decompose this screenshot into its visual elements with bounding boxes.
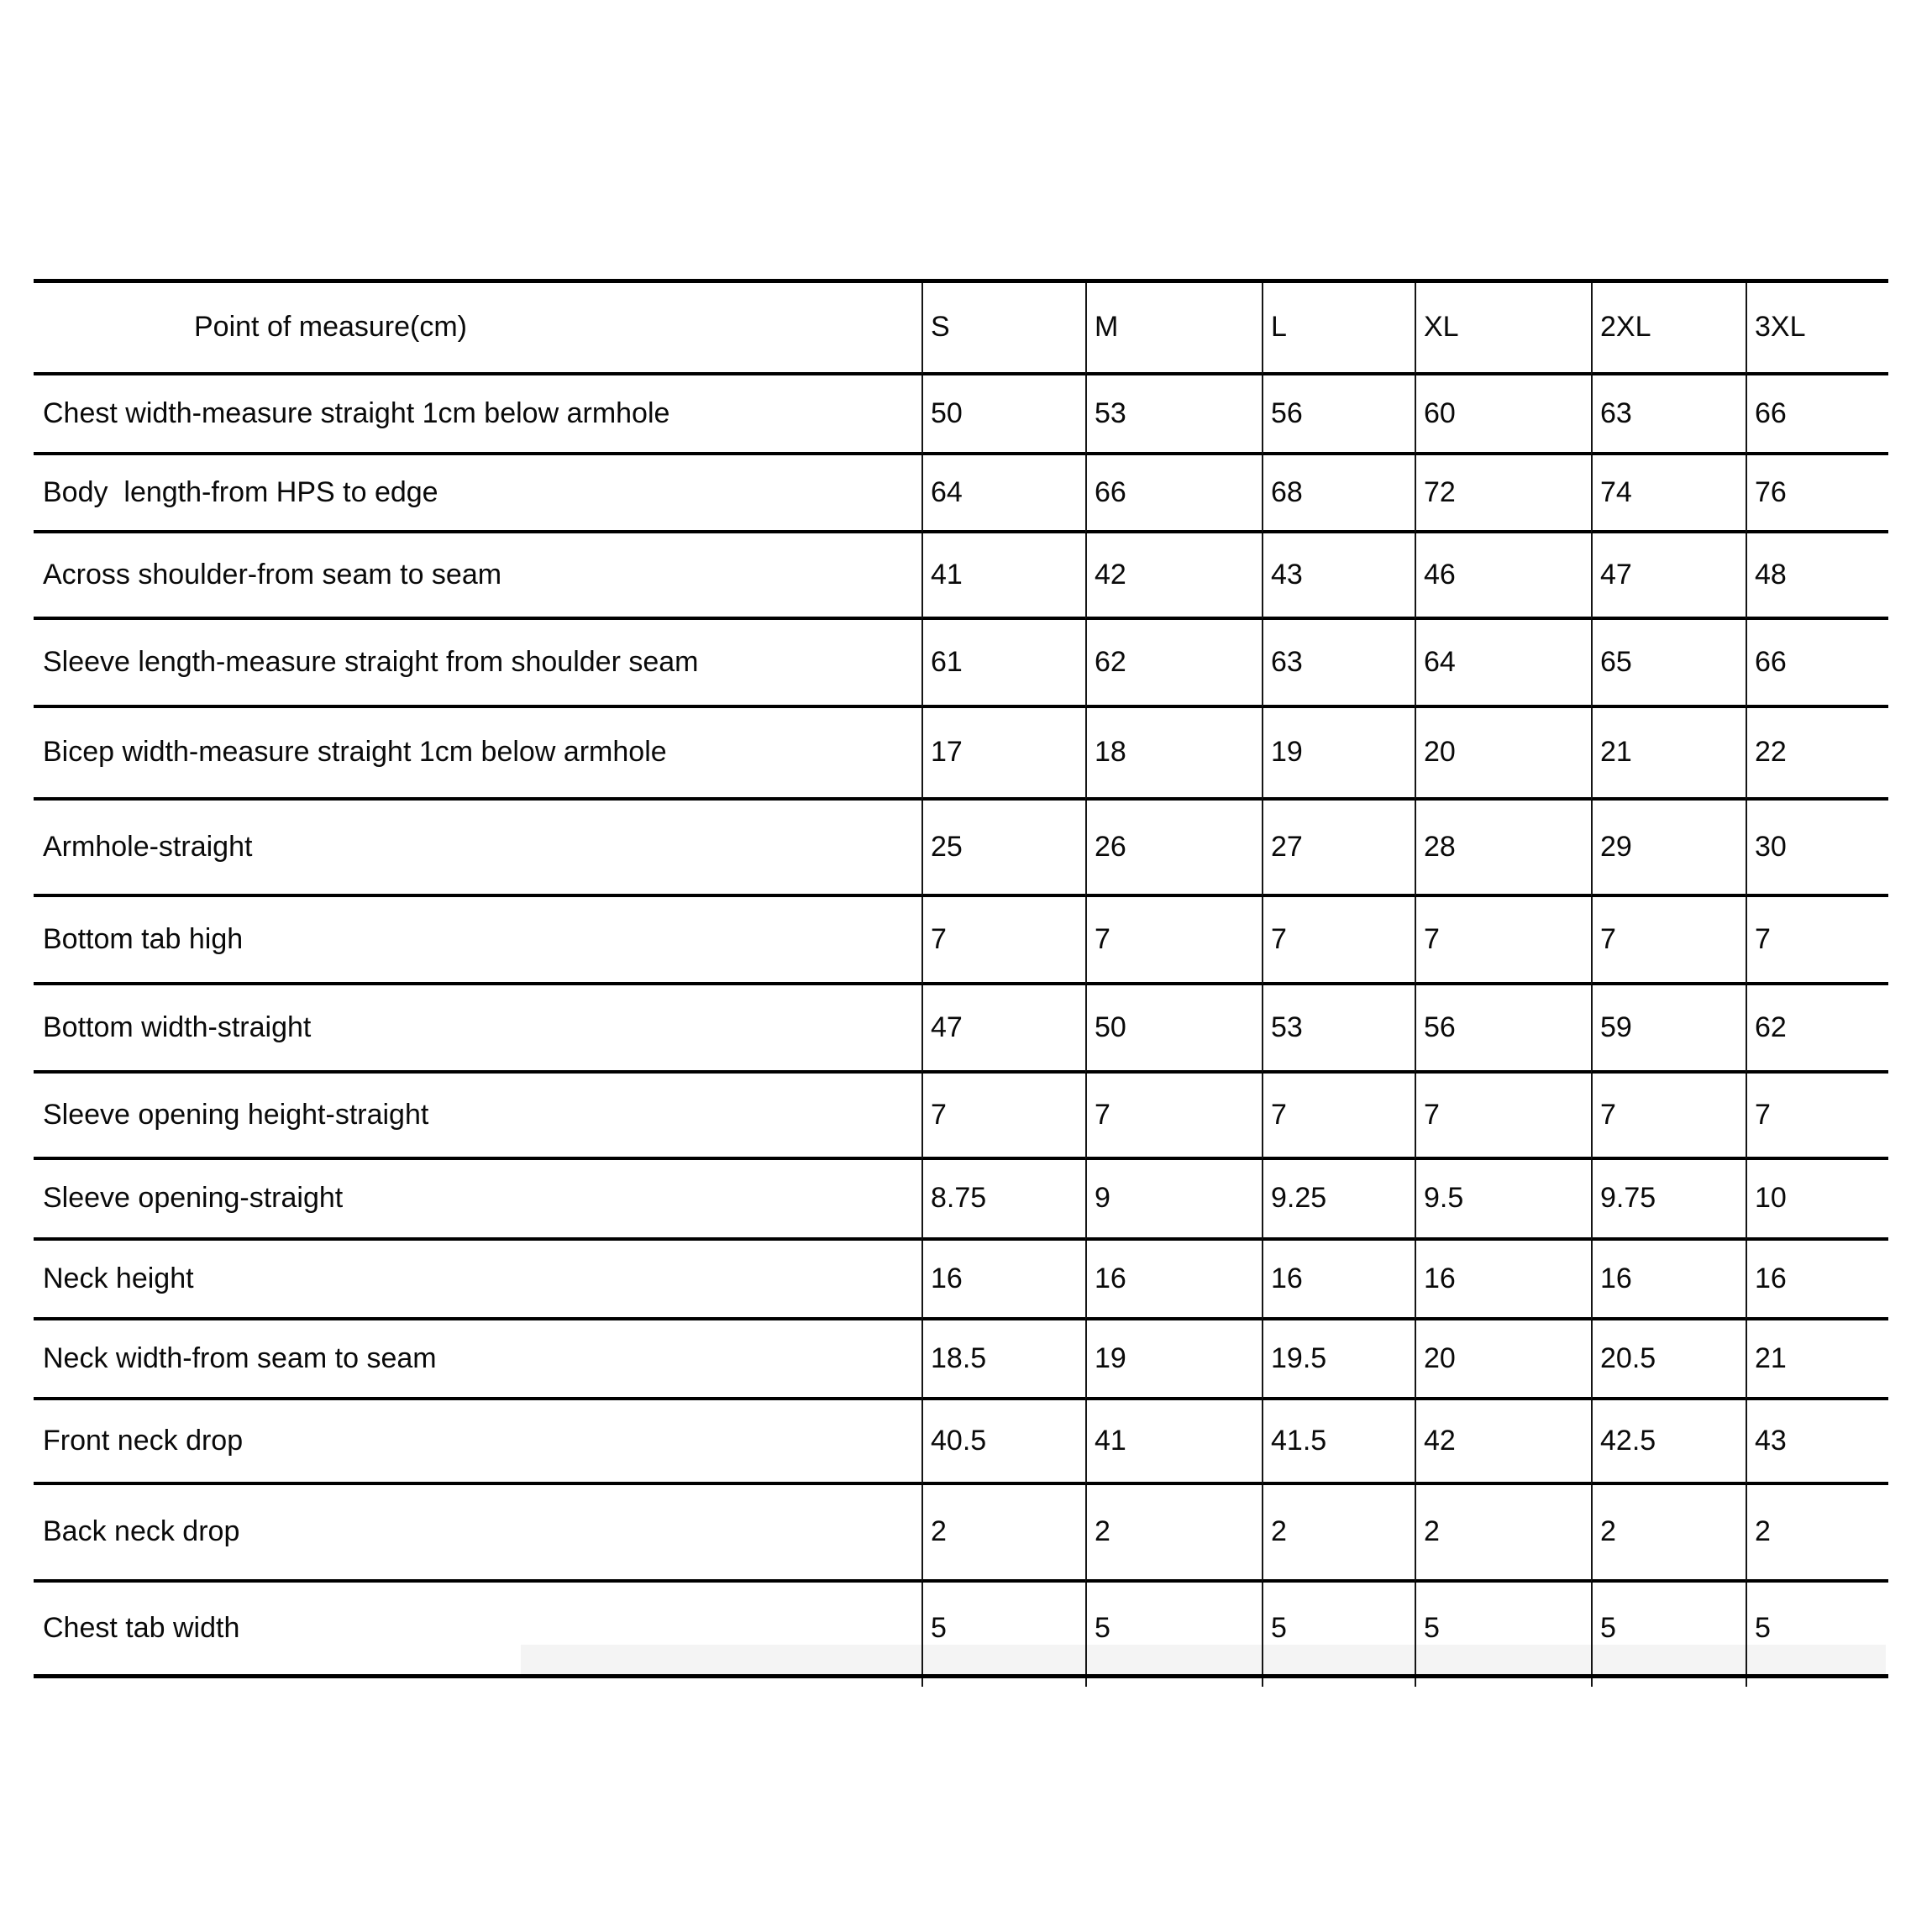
- column-rule-stub: [1746, 1678, 1747, 1687]
- value-cell: 53: [1085, 375, 1262, 455]
- value-cell: 5: [1085, 1583, 1262, 1674]
- value-cell: 47: [921, 985, 1085, 1074]
- value-cell: 19.5: [1262, 1320, 1415, 1400]
- value-cell: 43: [1746, 1400, 1888, 1485]
- value-cell: 7: [921, 897, 1085, 985]
- row-label: Front neck drop: [34, 1400, 921, 1485]
- value-cell: 63: [1262, 620, 1415, 708]
- value-cell: 76: [1746, 455, 1888, 533]
- value-cell: 7: [1591, 1074, 1746, 1160]
- value-cell: 5: [1746, 1583, 1888, 1674]
- header-size-xl: XL: [1415, 283, 1591, 375]
- value-cell: 62: [1085, 620, 1262, 708]
- column-rule-stub: [1591, 1678, 1593, 1687]
- value-cell: 16: [1746, 1241, 1888, 1320]
- value-cell: 2: [1746, 1485, 1888, 1583]
- row-label: Bottom tab high: [34, 897, 921, 985]
- header-size-l: L: [1262, 283, 1415, 375]
- value-cell: 7: [1591, 897, 1746, 985]
- value-cell: 65: [1591, 620, 1746, 708]
- value-cell: 30: [1746, 801, 1888, 897]
- value-cell: 2: [1591, 1485, 1746, 1583]
- value-cell: 9.75: [1591, 1160, 1746, 1241]
- value-cell: 9: [1085, 1160, 1262, 1241]
- size-chart-table: [34, 279, 1888, 1678]
- column-rule-stub: [921, 1678, 923, 1687]
- row-label: Across shoulder-from seam to seam: [34, 533, 921, 620]
- row-label: Sleeve length-measure straight from shoulder seam: [34, 620, 921, 708]
- value-cell: 16: [1085, 1241, 1262, 1320]
- value-cell: 8.75: [921, 1160, 1085, 1241]
- value-cell: 56: [1415, 985, 1591, 1074]
- row-label: Neck width-from seam to seam: [34, 1320, 921, 1400]
- value-cell: 16: [1591, 1241, 1746, 1320]
- value-cell: 9.5: [1415, 1160, 1591, 1241]
- row-label: Body length-from HPS to edge: [34, 455, 921, 533]
- value-cell: 42: [1415, 1400, 1591, 1485]
- row-label: Back neck drop: [34, 1485, 921, 1583]
- value-cell: 53: [1262, 985, 1415, 1074]
- value-cell: 48: [1746, 533, 1888, 620]
- value-cell: 26: [1085, 801, 1262, 897]
- value-cell: 16: [1262, 1241, 1415, 1320]
- value-cell: 60: [1415, 375, 1591, 455]
- column-rule-stub: [1085, 1678, 1087, 1687]
- row-label: Armhole-straight: [34, 801, 921, 897]
- value-cell: 7: [1085, 897, 1262, 985]
- value-cell: 66: [1746, 620, 1888, 708]
- value-cell: 18.5: [921, 1320, 1085, 1400]
- row-label: Sleeve opening height-straight: [34, 1074, 921, 1160]
- value-cell: 21: [1591, 708, 1746, 801]
- value-cell: 22: [1746, 708, 1888, 801]
- value-cell: 28: [1415, 801, 1591, 897]
- value-cell: 2: [1415, 1485, 1591, 1583]
- value-cell: 7: [1085, 1074, 1262, 1160]
- value-cell: 20: [1415, 1320, 1591, 1400]
- value-cell: 7: [1746, 897, 1888, 985]
- value-cell: 19: [1262, 708, 1415, 801]
- value-cell: 41.5: [1262, 1400, 1415, 1485]
- header-size-m: M: [1085, 283, 1262, 375]
- header-size-s: S: [921, 283, 1085, 375]
- value-cell: 16: [921, 1241, 1085, 1320]
- value-cell: 5: [921, 1583, 1085, 1674]
- value-cell: 46: [1415, 533, 1591, 620]
- row-label: Bottom width-straight: [34, 985, 921, 1074]
- value-cell: 68: [1262, 455, 1415, 533]
- value-cell: 10: [1746, 1160, 1888, 1241]
- value-cell: 74: [1591, 455, 1746, 533]
- column-rule-stub: [1262, 1678, 1263, 1687]
- value-cell: 20: [1415, 708, 1591, 801]
- value-cell: 50: [921, 375, 1085, 455]
- value-cell: 29: [1591, 801, 1746, 897]
- header-size-3xl: 3XL: [1746, 283, 1888, 375]
- value-cell: 61: [921, 620, 1085, 708]
- column-rule-stub: [1415, 1678, 1416, 1687]
- value-cell: 21: [1746, 1320, 1888, 1400]
- value-cell: 18: [1085, 708, 1262, 801]
- header-size-2xl: 2XL: [1591, 283, 1746, 375]
- value-cell: 47: [1591, 533, 1746, 620]
- value-cell: 19: [1085, 1320, 1262, 1400]
- value-cell: 42: [1085, 533, 1262, 620]
- value-cell: 62: [1746, 985, 1888, 1074]
- value-cell: 72: [1415, 455, 1591, 533]
- value-cell: 2: [1085, 1485, 1262, 1583]
- header-measure-label: Point of measure(cm): [34, 283, 921, 375]
- value-cell: 7: [921, 1074, 1085, 1160]
- value-cell: 40.5: [921, 1400, 1085, 1485]
- row-label: Sleeve opening-straight: [34, 1160, 921, 1241]
- value-cell: 64: [1415, 620, 1591, 708]
- value-cell: 7: [1415, 1074, 1591, 1160]
- value-cell: 59: [1591, 985, 1746, 1074]
- value-cell: 20.5: [1591, 1320, 1746, 1400]
- value-cell: 43: [1262, 533, 1415, 620]
- value-cell: 50: [1085, 985, 1262, 1074]
- value-cell: 16: [1415, 1241, 1591, 1320]
- value-cell: 17: [921, 708, 1085, 801]
- value-cell: 66: [1746, 375, 1888, 455]
- value-cell: 9.25: [1262, 1160, 1415, 1241]
- value-cell: 42.5: [1591, 1400, 1746, 1485]
- value-cell: 56: [1262, 375, 1415, 455]
- value-cell: 5: [1591, 1583, 1746, 1674]
- row-label: Bicep width-measure straight 1cm below armhole: [34, 708, 921, 801]
- value-cell: 2: [1262, 1485, 1415, 1583]
- value-cell: 7: [1415, 897, 1591, 985]
- value-cell: 7: [1746, 1074, 1888, 1160]
- value-cell: 41: [921, 533, 1085, 620]
- value-cell: 66: [1085, 455, 1262, 533]
- value-cell: 27: [1262, 801, 1415, 897]
- value-cell: 63: [1591, 375, 1746, 455]
- row-label: Neck height: [34, 1241, 921, 1320]
- row-label: Chest width-measure straight 1cm below armhole: [34, 375, 921, 455]
- value-cell: 7: [1262, 1074, 1415, 1160]
- value-cell: 64: [921, 455, 1085, 533]
- value-cell: 25: [921, 801, 1085, 897]
- value-cell: 2: [921, 1485, 1085, 1583]
- value-cell: 5: [1415, 1583, 1591, 1674]
- value-cell: 5: [1262, 1583, 1415, 1674]
- value-cell: 7: [1262, 897, 1415, 985]
- row-label: Chest tab width: [43, 1611, 240, 1644]
- value-cell: 41: [1085, 1400, 1262, 1485]
